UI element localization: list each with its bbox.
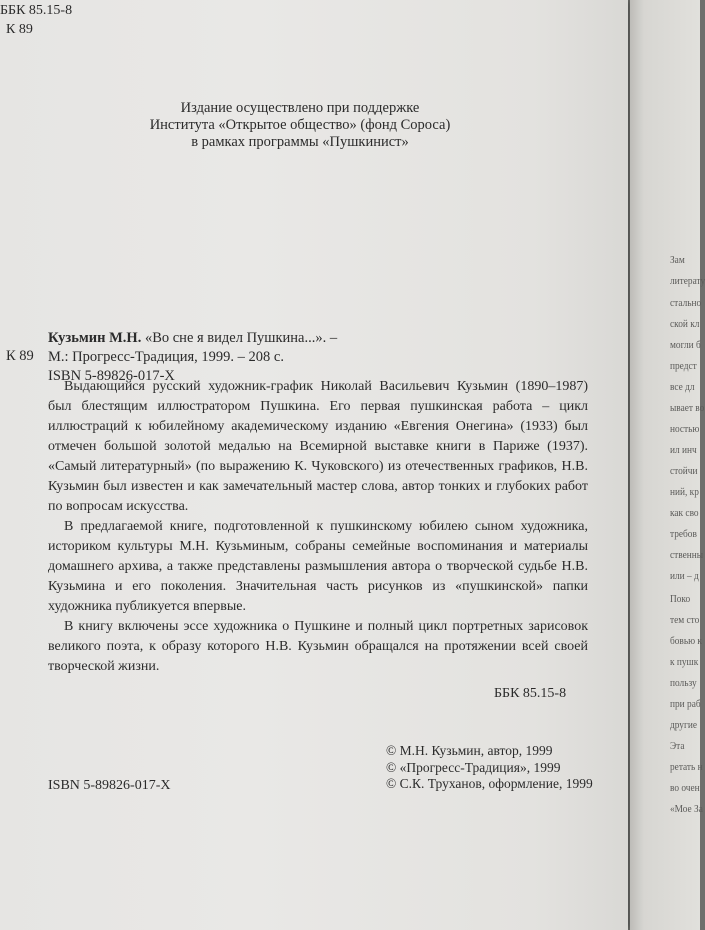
abstract-paragraph: В предлагаемой книге, подготовленной к пушкинскому юбилею сыном художника, историком культуры М.Н. Кузьминым, собраны семейные воспоминания и материалы домашнего архива, а также представлены размышления автора о творческой судьбе Н.В. Кузьмина и его поколения. Значительная часть рисунков из «пушкинской» папки художника публикуется впервые. bbox=[48, 519, 588, 614]
page-fragment: Поко bbox=[670, 593, 691, 605]
book-isbn: ISBN 5-89826-017-X bbox=[48, 368, 175, 384]
page-fragment: ний, кр bbox=[670, 486, 699, 498]
page-fragment: пользу bbox=[670, 677, 697, 689]
support-line: Института «Открытое общество» (фонд Сороса) bbox=[149, 117, 451, 133]
book-title: «Во сне я видел Пушкина...». – bbox=[141, 330, 338, 346]
bbk-code-bottom: ББК 85.15-8 bbox=[494, 686, 567, 701]
page-fragment: Зам bbox=[670, 254, 685, 266]
book-abstract bbox=[48, 377, 588, 677]
book-publisher: М.: Прогресс-Традиция, 1999. – 208 с. bbox=[48, 349, 284, 365]
copyright-line: © М.Н. Кузьмин, автор, 1999 bbox=[386, 743, 553, 758]
page-fragment: или – д bbox=[670, 570, 699, 582]
page-fragment: требов bbox=[670, 528, 697, 540]
page-fragment: литерату bbox=[670, 275, 705, 287]
abstract-paragraph: В книгу включены эссе художника о Пушкине и полный цикл портретных зарисовок великого поэта, к образу которого Н.В. Кузьмин обращался на протяжении всей своей творческой жизни. bbox=[48, 619, 588, 674]
abstract-paragraph: Выдающийся русский художник-график Николай Васильевич Кузьмин (1890–1987) был блестящим иллюстратором Пушкина. Его первая пушкинская работа – цикл иллюстраций к юбилейному академическому изданию «Евгения Онегина» (1933) был отмечен большой золотой медалью на Всемирной выставке книги в Париже (1937). «Самый литературный» (по выражению К. Чуковского) из отечественных графиков, Н.В. Кузьмин был известен и как замечательный мастер слова, автор тонких и глубоких работ по вопросам искусства. bbox=[48, 379, 588, 514]
page-fragment: тем сто bbox=[670, 614, 700, 626]
page-fragment: к пушк bbox=[670, 656, 699, 668]
author-mark-side: К 89 bbox=[6, 348, 34, 364]
support-notice bbox=[100, 100, 500, 151]
page-fragment: стойчи bbox=[670, 465, 698, 477]
adjacent-page bbox=[630, 0, 705, 930]
author-mark-top: К 89 bbox=[6, 22, 33, 37]
isbn-bottom: ISBN 5-89826-017-X bbox=[48, 778, 171, 793]
page-fragment: во очен bbox=[670, 782, 700, 794]
page-fragment: как сво bbox=[670, 507, 699, 519]
page-fragment: стально bbox=[670, 297, 702, 309]
page-fragment: предст bbox=[670, 360, 697, 372]
support-line: в рамках программы «Пушкинист» bbox=[191, 134, 409, 150]
page-fragment: ил инч bbox=[670, 444, 697, 456]
copyright-line: © «Прогресс-Традиция», 1999 bbox=[386, 759, 561, 775]
copyright-block bbox=[386, 743, 593, 793]
support-line: Издание осуществлено при поддержке bbox=[180, 100, 420, 116]
copyright-line: © С.К. Труханов, оформление, 1999 bbox=[386, 776, 593, 791]
page-fragment: ской кл bbox=[670, 318, 700, 330]
page-fragment: Эта bbox=[670, 740, 685, 752]
page-fragment: «Мое За bbox=[670, 803, 703, 815]
page-fragment: все дл bbox=[670, 381, 695, 393]
page-fragment: другие bbox=[670, 719, 697, 731]
page-fragment: ственны bbox=[670, 549, 704, 561]
page-fragment: ретать н bbox=[670, 761, 703, 773]
bbk-code-top: ББК 85.15-8 bbox=[0, 3, 73, 18]
page-fragment: ывает во bbox=[670, 402, 705, 414]
page-fragment: могли б bbox=[670, 339, 701, 351]
book-author: Кузьмин М.Н. bbox=[48, 330, 142, 346]
page-fragment: бовью к bbox=[670, 635, 702, 647]
page-fragment: при раб bbox=[670, 698, 701, 710]
page-fragment: ностью bbox=[670, 423, 700, 435]
